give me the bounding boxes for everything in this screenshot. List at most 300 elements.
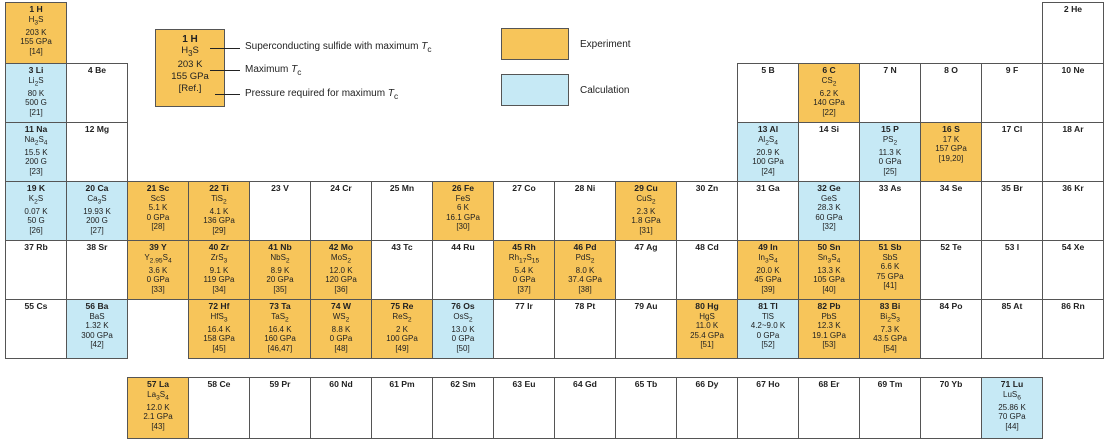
element-data-line: $H_3S$ (28, 14, 44, 27)
element-data-line: 0 GPa (756, 330, 780, 340)
element-label: 50 Sn (817, 242, 841, 252)
element-data-line: 6.6 K (880, 262, 900, 272)
element-data-line: [48] (334, 343, 348, 353)
example-key-line: 203 K (177, 59, 203, 71)
element-cell-ca (66, 181, 128, 241)
element-label: 45 Rh (512, 242, 536, 252)
element-data-line: [50] (456, 343, 470, 353)
element-label: 28 Ni (574, 183, 596, 193)
element-cell-nd (310, 377, 372, 439)
element-cell-al (737, 122, 799, 182)
element-cell-p (859, 122, 921, 182)
element-cell-rb (5, 240, 67, 300)
element-data-line: 9.1 K (209, 265, 229, 275)
element-label: 74 W (330, 301, 352, 311)
element-cell-o (920, 63, 982, 123)
element-data-line: [26] (29, 225, 43, 235)
element-cell-ge (798, 181, 860, 241)
element-cell-as (859, 181, 921, 241)
element-data-line: TiS$_2$ (211, 193, 227, 206)
element-cell-sc (127, 181, 189, 241)
element-label: 26 Fe (452, 183, 474, 193)
element-cell-er (798, 377, 860, 439)
element-cell-ir (493, 299, 555, 359)
element-label: 35 Br (1001, 183, 1023, 193)
element-data-line: 120 GPa (325, 275, 357, 285)
element-data-line: PbS (821, 311, 837, 321)
element-label: 17 Cl (1001, 124, 1023, 134)
element-cell-he (1042, 2, 1104, 64)
element-label: 53 I (1004, 242, 1020, 252)
element-data-line: CuS$_2$ (636, 193, 656, 206)
element-cell-ne (1042, 63, 1104, 123)
element-data-line: [25] (883, 166, 897, 176)
element-label: 61 Pm (389, 379, 415, 389)
element-data-line: $Na_2S_4$ (24, 134, 48, 147)
element-label: 72 Hf (208, 301, 230, 311)
element-data-line: 37.4 GPa (568, 275, 602, 285)
element-data-line: 158 GPa (203, 334, 235, 344)
element-data-line: 0.07 K (24, 206, 48, 216)
element-label: 49 In (758, 242, 778, 252)
element-label: 32 Ge (817, 183, 841, 193)
element-cell-tc (371, 240, 433, 300)
element-label: 3 Li (28, 65, 44, 75)
element-data-line: 28.3 K (817, 203, 841, 213)
element-label: 8 O (944, 65, 958, 75)
element-label: 78 Pt (574, 301, 596, 311)
element-cell-sm (432, 377, 494, 439)
element-data-line: [42] (90, 340, 104, 350)
element-data-line: HgS (699, 311, 715, 321)
element-cell-cr (310, 181, 372, 241)
element-cell-nb (249, 240, 311, 300)
element-data-line: $CS_2$ (821, 75, 837, 88)
element-label: 43 Tc (391, 242, 413, 252)
element-data-line: [39] (761, 284, 775, 294)
element-label: 33 As (878, 183, 902, 193)
element-data-line: 200 G (25, 157, 47, 167)
element-label: 12 Mg (84, 124, 110, 134)
element-data-line: 119 GPa (203, 275, 235, 285)
example-key-line: $H_3S$ (181, 44, 199, 58)
legend-swatch-experiment (501, 28, 569, 60)
element-label: 13 Al (757, 124, 779, 134)
element-data-line: 0 GPa (512, 275, 536, 285)
element-data-line: 11.3 K (878, 147, 902, 157)
element-cell-re (371, 299, 433, 359)
element-data-line: [49] (395, 343, 409, 353)
element-cell-in (737, 240, 799, 300)
element-cell-cl (981, 122, 1043, 182)
element-label: 36 Kr (1062, 183, 1084, 193)
element-cell-ni (554, 181, 616, 241)
element-cell-pd (554, 240, 616, 300)
element-label: 11 Na (24, 124, 48, 134)
element-label: 25 Mn (389, 183, 415, 193)
element-label: 37 Rb (24, 242, 48, 252)
element-label: 46 Pd (573, 242, 597, 252)
element-data-line: [27] (90, 225, 104, 235)
element-label: 41 Nb (268, 242, 292, 252)
element-data-line: 3.6 K (148, 265, 168, 275)
example-key-head: 1 H (182, 34, 198, 45)
element-cell-li (5, 63, 67, 123)
element-data-line: TaS$_2$ (271, 311, 289, 324)
element-data-line: 140 GPa (813, 98, 845, 108)
element-label: 22 Ti (209, 183, 229, 193)
element-label: 62 Sm (450, 379, 476, 389)
element-label: 52 Te (940, 242, 962, 252)
element-label: 5 B (761, 65, 775, 75)
element-data-line: 160 GPa (264, 334, 296, 344)
element-data-line: [35] (273, 284, 287, 294)
element-data-line: ScS (150, 193, 166, 203)
element-data-line: [23] (29, 166, 43, 176)
element-label: 18 Ar (1062, 124, 1084, 134)
element-label: 21 Sc (146, 183, 170, 193)
element-cell-ar (1042, 122, 1104, 182)
element-data-line: 7.3 K (880, 324, 900, 334)
element-data-line: [45] (212, 343, 226, 353)
element-label: 75 Re (390, 301, 414, 311)
element-label: 81 Tl (758, 301, 778, 311)
element-label: 80 Hg (695, 301, 719, 311)
element-cell-bi (859, 299, 921, 359)
element-data-line: ReS$_2$ (392, 311, 412, 324)
element-cell-sn (798, 240, 860, 300)
element-data-line: 500 G (25, 98, 47, 108)
element-data-line: 43.5 GPa (873, 334, 907, 344)
element-data-line: MoS$_2$ (330, 252, 352, 265)
element-data-line: $Al_2S_4$ (758, 134, 778, 147)
element-cell-zn (676, 181, 738, 241)
element-data-line: [44] (1005, 421, 1019, 431)
element-data-line: 0 GPa (329, 334, 353, 344)
element-label: 63 Eu (512, 379, 536, 389)
element-data-line: ZrS$_3$ (210, 252, 228, 265)
element-label: 77 Ir (515, 301, 533, 311)
element-label: 29 Cu (634, 183, 658, 193)
element-data-line: [52] (761, 340, 775, 350)
element-cell-co (493, 181, 555, 241)
element-data-line: [38] (578, 284, 592, 294)
element-data-line: 20.0 K (756, 265, 780, 275)
element-data-line: [28] (151, 222, 165, 232)
element-data-line: 1.8 GPa (631, 216, 661, 226)
element-cell-hf (188, 299, 250, 359)
element-data-line: [46,47] (267, 343, 293, 353)
element-label: 24 Cr (330, 183, 352, 193)
element-label: 15 P (881, 124, 899, 134)
legend-label-experiment: Experiment (580, 39, 631, 50)
element-label: 54 Xe (1061, 242, 1085, 252)
element-data-line: 2.3 K (636, 206, 656, 216)
element-data-line: 25.4 GPa (690, 330, 724, 340)
element-cell-la (127, 377, 189, 439)
element-label: 7 N (883, 65, 897, 75)
element-label: 67 Ho (756, 379, 780, 389)
element-data-line: 4.2~9.0 K (750, 321, 786, 331)
element-data-line: 13.0 K (451, 324, 475, 334)
element-label: 56 Ba (85, 301, 109, 311)
element-cell-pm (371, 377, 433, 439)
element-data-line: [21] (29, 107, 43, 117)
element-cell-pr (249, 377, 311, 439)
element-cell-cd (676, 240, 738, 300)
element-data-line: 100 GPa (752, 157, 784, 167)
element-cell-k (5, 181, 67, 241)
element-data-line: 17 K (942, 134, 960, 144)
element-cell-hg (676, 299, 738, 359)
element-data-line: 8.8 K (331, 324, 351, 334)
element-data-line: [19,20] (938, 153, 964, 163)
element-data-line: NbS$_2$ (270, 252, 290, 265)
element-cell-si (798, 122, 860, 182)
element-data-line: $Rh_{17}S_{15}$ (508, 252, 540, 265)
element-label: 70 Yb (939, 379, 963, 389)
element-cell-eu (493, 377, 555, 439)
element-data-line: 20 GPa (266, 275, 294, 285)
element-data-line: [32] (822, 222, 836, 232)
element-cell-zr (188, 240, 250, 300)
element-cell-i (981, 240, 1043, 300)
element-cell-pt (554, 299, 616, 359)
element-label: 84 Po (939, 301, 963, 311)
element-cell-s (920, 122, 982, 182)
element-label: 86 Rn (1061, 301, 1085, 311)
element-cell-se (920, 181, 982, 241)
element-label: 39 Y (149, 242, 167, 252)
element-data-line: [36] (334, 284, 348, 294)
element-cell-ce (188, 377, 250, 439)
element-cell-ba (66, 299, 128, 359)
element-cell-cu (615, 181, 677, 241)
element-label: 71 Lu (1000, 379, 1024, 389)
element-label: 27 Co (512, 183, 536, 193)
element-cell-at (981, 299, 1043, 359)
element-data-line: [53] (822, 340, 836, 350)
element-data-line: 136 GPa (203, 216, 235, 226)
element-cell-tm (859, 377, 921, 439)
element-label: 16 S (942, 124, 960, 134)
element-cell-ho (737, 377, 799, 439)
element-label: 85 At (1001, 301, 1023, 311)
element-data-line: 100 GPa (386, 334, 418, 344)
element-data-line: 12.0 K (146, 402, 170, 412)
element-label: 64 Gd (573, 379, 597, 389)
element-data-line: 200 G (86, 216, 108, 226)
element-label: 55 Cs (24, 301, 48, 311)
element-data-line: 0 GPa (146, 212, 170, 222)
element-cell-f (981, 63, 1043, 123)
element-data-line: OsS$_2$ (453, 311, 473, 324)
element-data-line: 16.4 K (268, 324, 292, 334)
element-label: 2 He (1063, 4, 1083, 14)
element-data-line: 19.1 GPa (812, 330, 846, 340)
element-label: 76 Os (451, 301, 475, 311)
element-cell-c (798, 63, 860, 123)
element-label: 68 Er (818, 379, 840, 389)
element-data-line: 5.1 K (148, 203, 168, 213)
element-data-line: 80 K (27, 88, 45, 98)
element-data-line: $Y_{2.95}S_4$ (144, 252, 172, 265)
element-data-line: 45 GPa (754, 275, 782, 285)
element-cell-yb (920, 377, 982, 439)
element-cell-n (859, 63, 921, 123)
element-cell-os (432, 299, 494, 359)
element-label: 47 Ag (634, 242, 658, 252)
element-label: 83 Bi (879, 301, 901, 311)
element-cell-au (615, 299, 677, 359)
element-data-line: $PS_2$ (882, 134, 898, 147)
element-data-line: $WS_2$ (332, 311, 350, 324)
element-data-line: $K_2S$ (28, 193, 44, 206)
element-data-line: [14] (29, 46, 43, 56)
element-label: 1 H (29, 4, 43, 14)
element-cell-h (5, 2, 67, 64)
element-cell-br (981, 181, 1043, 241)
element-label: 58 Ce (207, 379, 231, 389)
element-cell-v (249, 181, 311, 241)
element-data-line: FeS (455, 193, 471, 203)
annotation-pressure: Pressure required for maximum $T_c$ (245, 88, 399, 101)
element-data-line: [31] (639, 225, 653, 235)
element-label: 4 Be (87, 65, 107, 75)
element-data-line: 8.9 K (270, 265, 290, 275)
element-cell-ta (249, 299, 311, 359)
element-data-line: 50 G (27, 216, 45, 226)
element-data-line: [33] (151, 284, 165, 294)
element-data-line: 13.3 K (817, 265, 841, 275)
element-data-line: [40] (822, 284, 836, 294)
element-cell-ru (432, 240, 494, 300)
element-data-line: BaS (89, 311, 105, 321)
element-data-line: 6.2 K (819, 88, 839, 98)
element-data-line: 15.5 K (24, 147, 48, 157)
element-label: 59 Pr (269, 379, 291, 389)
element-cell-xe (1042, 240, 1104, 300)
element-label: 20 Ca (85, 183, 109, 193)
element-data-line: $In_3S_4$ (758, 252, 778, 265)
element-cell-fe (432, 181, 494, 241)
element-data-line: 12.3 K (817, 321, 841, 331)
element-data-line: 60 GPa (815, 212, 843, 222)
element-cell-pb (798, 299, 860, 359)
element-data-line: [37] (517, 284, 531, 294)
element-label: 44 Ru (451, 242, 475, 252)
element-cell-na (5, 122, 67, 182)
element-cell-mg (66, 122, 128, 182)
element-label: 65 Tb (634, 379, 658, 389)
element-cell-sb (859, 240, 921, 300)
element-data-line: GeS (820, 193, 837, 203)
element-data-line: $Bi_2S_3$ (880, 311, 900, 324)
element-data-line: $La_3S_4$ (147, 389, 169, 402)
element-label: 38 Sr (86, 242, 108, 252)
example-key-line: 155 GPa (171, 71, 209, 83)
element-label: 34 Se (939, 183, 963, 193)
element-data-line: 300 GPa (81, 330, 113, 340)
element-label: 42 Mo (328, 242, 354, 252)
element-data-line: 70 GPa (998, 412, 1026, 422)
element-cell-ag (615, 240, 677, 300)
element-data-line: 20.9 K (756, 147, 780, 157)
element-data-line: [30] (456, 222, 470, 232)
element-label: 48 Cd (695, 242, 719, 252)
element-data-line: [41] (883, 281, 897, 291)
element-label: 23 V (271, 183, 289, 193)
element-cell-ga (737, 181, 799, 241)
element-data-line: PdS$_2$ (575, 252, 595, 265)
annotation-formula: Superconducting sulfide with maximum $T_c$ (245, 41, 432, 54)
element-cell-tb (615, 377, 677, 439)
element-data-line: 157 GPa (935, 144, 967, 154)
element-label: 14 Si (818, 124, 840, 134)
legend-label-calculation: Calculation (580, 85, 630, 96)
element-label: 79 Au (634, 301, 658, 311)
annotation-line-tc (210, 70, 240, 71)
element-cell-dy (676, 377, 738, 439)
element-data-line: 16.4 K (207, 324, 231, 334)
element-label: 57 La (147, 379, 169, 389)
element-data-line: 4.1 K (209, 206, 229, 216)
element-label: 82 Pb (817, 301, 841, 311)
element-data-line: 105 GPa (813, 275, 845, 285)
element-cell-rh (493, 240, 555, 300)
element-label: 73 Ta (269, 301, 291, 311)
element-cell-rn (1042, 299, 1104, 359)
element-data-line: 0 GPa (146, 275, 170, 285)
element-cell-te (920, 240, 982, 300)
element-data-line: 8.0 K (575, 265, 595, 275)
element-data-line: TlS (762, 311, 774, 321)
annotation-tc: Maximum $T_c$ (245, 64, 302, 77)
element-label: 9 F (1005, 65, 1019, 75)
element-label: 6 C (822, 65, 836, 75)
element-data-line: 12.0 K (329, 265, 353, 275)
element-label: 51 Sb (878, 242, 902, 252)
element-cell-po (920, 299, 982, 359)
element-cell-sr (66, 240, 128, 300)
element-data-line: 2 K (395, 324, 408, 334)
element-label: 30 Zn (695, 183, 719, 193)
example-key-box (155, 29, 225, 107)
element-cell-be (66, 63, 128, 123)
element-data-line: 19.93 K (83, 206, 111, 216)
element-data-line: 1.32 K (85, 321, 109, 331)
example-key-line: [Ref.] (178, 83, 202, 95)
element-data-line: [22] (822, 107, 836, 117)
legend-swatch-calculation (501, 74, 569, 106)
element-data-line: HfS$_3$ (210, 311, 228, 324)
element-data-line: 2.1 GPa (143, 412, 173, 422)
element-cell-b (737, 63, 799, 123)
element-data-line: $Li_2S$ (28, 75, 44, 88)
element-data-line: [34] (212, 284, 226, 294)
element-data-line: LuS$_6$ (1003, 389, 1021, 402)
element-data-line: [29] (212, 225, 226, 235)
element-label: 60 Nd (329, 379, 353, 389)
annotation-line-pressure (215, 94, 240, 95)
element-data-line: $Ca_3S$ (87, 193, 107, 206)
element-label: 31 Ga (756, 183, 780, 193)
element-data-line: 0 GPa (878, 157, 902, 167)
element-data-line: 0 GPa (451, 334, 475, 344)
element-data-line: $Sn_3S_4$ (817, 252, 841, 265)
element-data-line: [54] (883, 343, 897, 353)
element-data-line: [51] (700, 340, 714, 350)
